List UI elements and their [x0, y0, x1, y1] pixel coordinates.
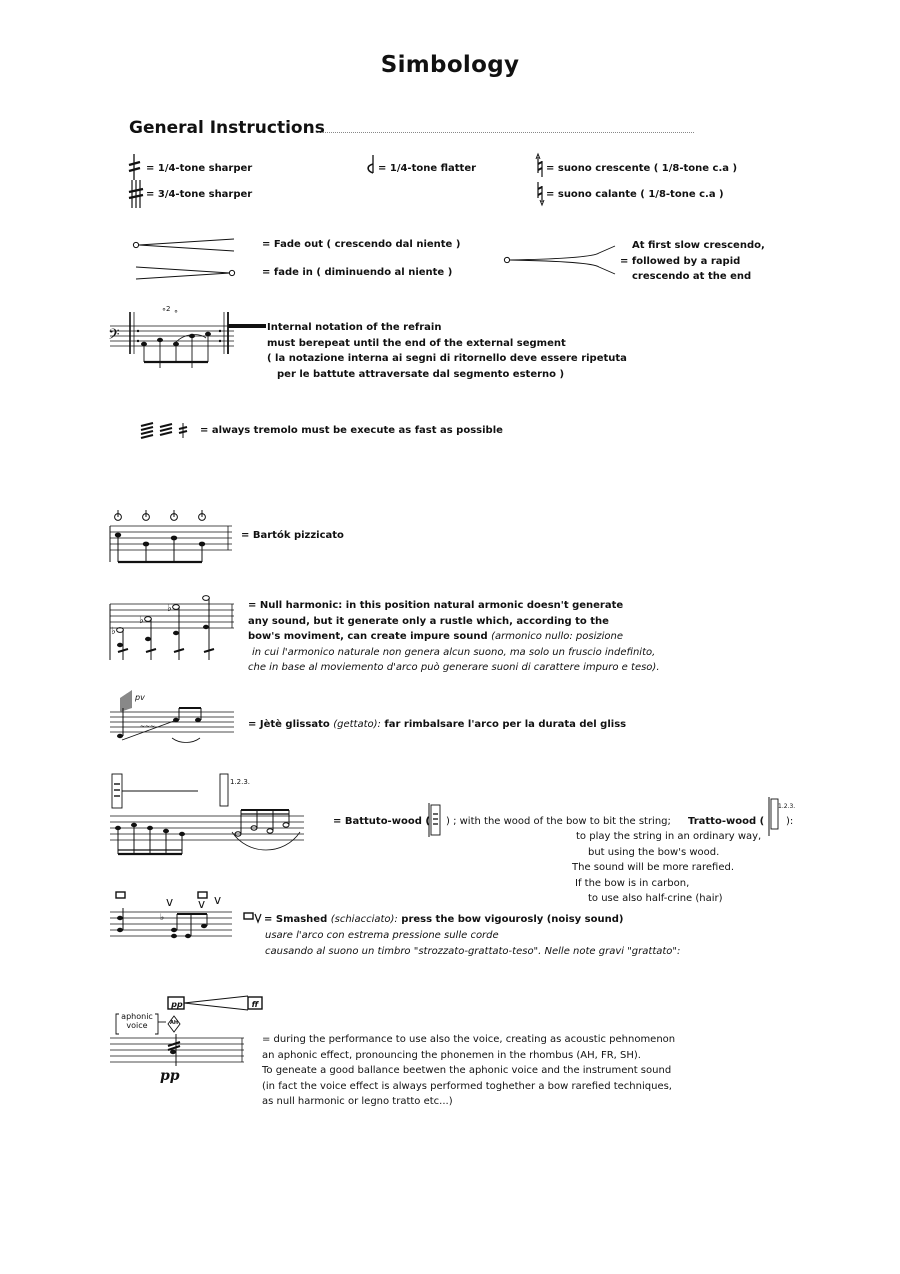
- svg-text:♭: ♭: [111, 626, 116, 637]
- null-harmonic-text: [248, 598, 660, 676]
- aphonic-line: as null harmonic or legno tratto etc...): [262, 1096, 453, 1107]
- heading-dotted-rule: [318, 132, 694, 133]
- svg-text:v: v: [198, 897, 206, 911]
- section-heading: General Instructions: [129, 118, 325, 138]
- smashed-bold-a: = Smashed: [264, 914, 328, 925]
- smashed-italic-line: causando al suono un timbro "strozzato-grattato-teso". Nelle note gravi "grattato":: [265, 945, 681, 957]
- tratto-line: to use also half-crine (hair): [588, 893, 723, 904]
- fade-in-hairpin-icon: [134, 264, 236, 282]
- quarter-flat-icon: [366, 155, 376, 177]
- null-harmonic-line: che in base al moviemento d'arco può generare suoni di carattere impuro e teso).: [248, 662, 660, 673]
- smashed-bow-icon: [243, 912, 263, 924]
- rhombus-phoneme: AH: [169, 1020, 179, 1026]
- battuto-tratto-staff: [108, 772, 308, 862]
- three-quarter-sharp-label: = 3/4-tone sharper: [146, 189, 253, 200]
- tratto-normal-b: ):: [786, 816, 794, 827]
- smashed-staff: [108, 890, 236, 948]
- tremolo-icon: [140, 420, 190, 440]
- aphonic-voice-label: aphonic voice: [121, 1012, 153, 1030]
- jete-bold-b: far rimbalsare l'arco per la durata del gliss: [384, 719, 627, 730]
- fade-out-label: = Fade out ( crescendo dal niente ): [262, 239, 461, 250]
- svg-text:♭: ♭: [139, 615, 144, 626]
- refrain-line: Internal notation of the refrain: [267, 322, 442, 333]
- natural-up-arrow-icon: [535, 153, 545, 179]
- jete-glissato-staff: [108, 688, 238, 744]
- svg-text:1.2.3.: 1.2.3.: [778, 803, 796, 810]
- refrain-line: ( la notazione interna ai segni di ritornello deve essere ripetuta: [267, 353, 627, 364]
- svg-text:°: °: [162, 307, 166, 316]
- battuto-wood-icon: [426, 802, 444, 838]
- battuto-normal-a: ) ; with the wood of the bow to bit the string;: [446, 816, 671, 827]
- smashed-italic-text: [265, 928, 680, 959]
- refrain-line: per le battute attraversate dal segmento esterno ): [277, 368, 565, 380]
- dynamic-ff-box: ff: [251, 1000, 259, 1009]
- null-harmonic-line: [248, 629, 660, 645]
- slow-rapid-crescendo-icon: [503, 244, 621, 278]
- aphonic-line: To geneate a good ballance beetwen the aphonic voice and the instrument sound: [262, 1065, 672, 1076]
- smashed-italic: (schiacciato):: [330, 914, 398, 925]
- tratto-bold-b: Tratto-wood (: [688, 816, 765, 827]
- null-harmonic-italic: (armonico nullo: posizione: [491, 631, 624, 642]
- svg-text:𝄢: 𝄢: [108, 326, 120, 347]
- svg-text:2: 2: [166, 305, 171, 313]
- dynamic-pp-mark: pp: [160, 1068, 180, 1084]
- refrain-staff-example: [106, 304, 268, 372]
- aphonic-line: (in fact the voice effect is always performed toghether a bow rarefied techniques,: [262, 1080, 672, 1092]
- slow-rapid-crescendo-text: [620, 238, 765, 285]
- fade-out-hairpin-icon: [132, 236, 236, 254]
- svg-text:♭: ♭: [167, 603, 172, 614]
- natural-down-arrow-icon: [535, 180, 545, 206]
- aphonic-description: [262, 1032, 675, 1110]
- tratto-description: [572, 829, 761, 907]
- battuto-bold-a: = Battuto-wood (: [333, 816, 430, 827]
- svg-text:v: v: [166, 895, 174, 909]
- jete-bold-a: = Jètè glissato: [248, 719, 330, 730]
- tremolo-label: = always tremolo must be execute as fast as possible: [200, 425, 503, 436]
- null-harmonic-line: any sound, but it generate only a rustle which, according to the: [248, 615, 609, 627]
- refrain-text: [267, 320, 627, 382]
- jete-italic: (gettato):: [333, 719, 381, 730]
- bartok-label: = Bartók pizzicato: [241, 530, 344, 541]
- svg-text:°: °: [174, 309, 178, 318]
- null-harmonic-line: in cui l'armonico naturale non genera alcun suono, ma solo un fruscio indefinito,: [252, 646, 656, 658]
- fade-in-label: = fade in ( diminuendo al niente ): [262, 267, 453, 278]
- three-quarter-sharp-icon: [128, 180, 144, 208]
- aphonic-line: = during the performance to use also the voice, creating as acoustic pehnomenon: [262, 1034, 676, 1045]
- smashed-italic-line: usare l'arco con estrema pressione sulle corde: [265, 930, 499, 941]
- calante-label: = suono calante ( 1/8-tone c.a ): [546, 189, 724, 200]
- page-title: Simbology: [380, 52, 520, 78]
- tratto-wood-icon: [766, 796, 796, 838]
- tratto-line: If the bow is in carbon,: [575, 877, 690, 889]
- tratto-line: The sound will be more rarefied.: [572, 862, 735, 873]
- quarter-sharp-label: = 1/4-tone sharper: [146, 163, 253, 174]
- bartok-pizzicato-staff: [108, 508, 234, 570]
- crescente-label: = suono crescente ( 1/8-tone c.a ): [546, 163, 738, 174]
- quarter-sharp-icon: [128, 154, 142, 180]
- smashed-text: [264, 912, 623, 928]
- svg-text:pv: pv: [135, 693, 145, 702]
- null-harmonic-staff: [108, 590, 238, 668]
- svg-text:v: v: [214, 893, 222, 907]
- dynamic-pp-box: pp: [171, 1000, 183, 1009]
- svg-text:~~~: ~~~: [140, 723, 156, 730]
- svg-text:♭: ♭: [160, 913, 165, 923]
- slow-rapid-line: crescendo at the end: [632, 271, 752, 282]
- smashed-bold-b: press the bow vigourosly (noisy sound): [401, 914, 624, 925]
- null-harmonic-bold: bow's moviment, can create impure sound: [248, 631, 488, 642]
- aphonic-line: an aphonic effect, pronouncing the phonemen in the rhombus (AH, FR, SH).: [262, 1049, 641, 1061]
- svg-text:1.2.3.: 1.2.3.: [230, 778, 251, 786]
- quarter-flat-label: = 1/4-tone flatter: [378, 163, 477, 174]
- refrain-line: must berepeat until the end of the external segment: [267, 337, 566, 349]
- jete-text: [248, 717, 626, 733]
- slow-rapid-line: At first slow crescendo,: [632, 240, 765, 251]
- tratto-line: to play the string in an ordinary way,: [576, 831, 762, 842]
- null-harmonic-line: = Null harmonic: in this position natural armonic doesn't generate: [248, 600, 624, 611]
- tratto-line: but using the bow's wood.: [588, 846, 720, 858]
- slow-rapid-line: = followed by a rapid: [620, 255, 741, 267]
